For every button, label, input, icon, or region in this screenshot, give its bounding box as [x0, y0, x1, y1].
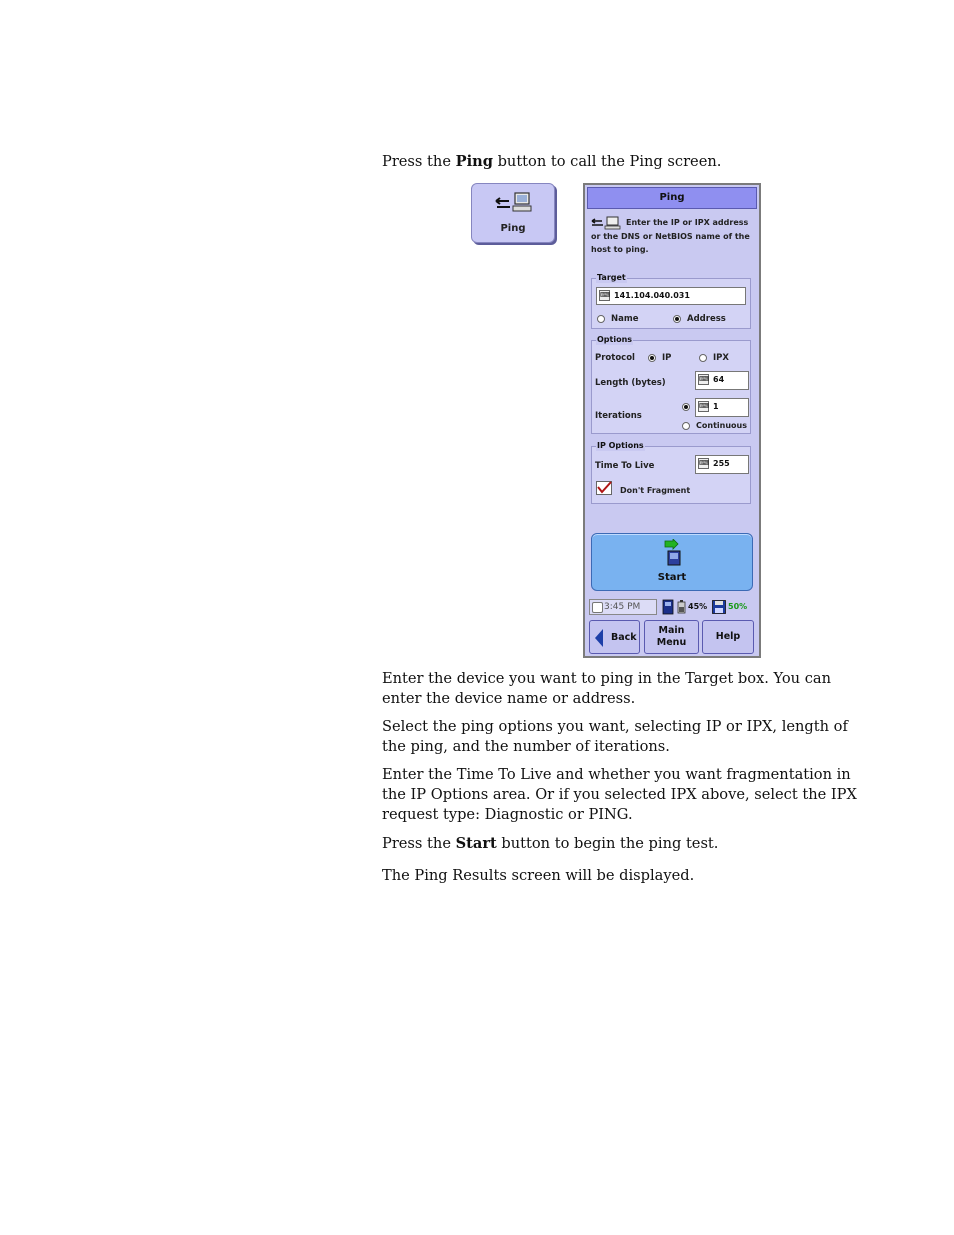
- address-label: Address: [687, 314, 726, 324]
- disk-percent: 50%: [728, 602, 748, 611]
- target-group: [591, 273, 751, 329]
- instruction-press-ping: [382, 152, 857, 172]
- help-button[interactable]: [702, 620, 754, 654]
- instruction-enter-target: Enter the device you want to ping in the Target box. You can enter the device name or address.: [382, 670, 831, 707]
- instruction-ip-options: Enter the Time To Live and whether you want fragmentation in the IP Options area. Or if you selected IPX above, select the IPX request type: Diagnostic or PING.: [382, 766, 857, 823]
- bold-start: Start: [455, 835, 497, 852]
- ping-icon: [493, 190, 535, 216]
- keyboard-icon: ⌨: [600, 291, 611, 299]
- keyboard-icon: ⌨: [699, 375, 710, 383]
- options-legend: Options: [597, 335, 633, 344]
- ttl-input[interactable]: [695, 455, 749, 474]
- protocol-label: Protocol: [595, 353, 635, 363]
- instruction-select-options: Select the ping options you want, selecting IP or IPX, length of the ping, and the number of iterations.: [382, 718, 848, 755]
- continuous-label: Continuous: [696, 421, 747, 430]
- checkmark-icon: [596, 481, 612, 495]
- iterations-input[interactable]: [695, 398, 749, 417]
- length-label: Length (bytes): [595, 378, 666, 388]
- address-radio[interactable]: [673, 315, 681, 323]
- clock: [589, 599, 657, 615]
- status-bar: [587, 598, 757, 618]
- start-button[interactable]: [591, 533, 753, 591]
- main-menu-button[interactable]: [644, 620, 699, 654]
- back-label: Back: [611, 632, 637, 643]
- dont-fragment-checkbox[interactable]: [596, 481, 612, 495]
- disk-icon: [712, 600, 726, 614]
- options-group: [591, 335, 751, 434]
- ping-icon: [591, 216, 623, 230]
- help-label: Help: [715, 631, 741, 642]
- ip-label: IP: [662, 353, 672, 363]
- main-menu-label-2: Menu: [656, 637, 687, 648]
- keyboard-icon: ⌨: [699, 402, 710, 410]
- ping-button[interactable]: [471, 183, 555, 243]
- ip-options-legend: IP Options: [597, 441, 644, 450]
- clock-icon: [592, 602, 603, 613]
- bold-ping: Ping: [455, 153, 493, 170]
- iterations-label: Iterations: [595, 411, 642, 421]
- back-arrow-icon: [594, 628, 604, 648]
- ip-radio[interactable]: [648, 354, 656, 362]
- continuous-radio[interactable]: [682, 422, 690, 430]
- target-input[interactable]: [596, 287, 746, 305]
- ping-button-label: Ping: [500, 223, 526, 234]
- back-button[interactable]: [589, 620, 640, 654]
- main-menu-label-1: Main: [658, 625, 685, 636]
- instruction-results: The Ping Results screen will be displayed.: [382, 867, 695, 884]
- name-radio[interactable]: [597, 315, 605, 323]
- target-legend: Target: [597, 273, 626, 282]
- ipx-label: IPX: [713, 353, 729, 363]
- text-segment: button to begin the ping test.: [496, 835, 719, 852]
- ipx-radio[interactable]: [699, 354, 707, 362]
- keyboard-icon: ⌨: [699, 459, 710, 467]
- ip-options-group: [591, 441, 751, 504]
- iterations-value: 1: [713, 402, 719, 411]
- dont-fragment-label: Don't Fragment: [620, 486, 691, 495]
- ping-screen: [583, 183, 761, 658]
- ttl-value: 255: [713, 459, 730, 468]
- text-segment: button to call the Ping screen.: [492, 153, 722, 170]
- intro-text: [591, 216, 751, 256]
- instruction-press-start: [382, 834, 857, 854]
- text-segment: Press the: [382, 835, 456, 852]
- intro-label: Enter the IP or IPX address or the DNS or NetBIOS name of the host to ping.: [591, 218, 750, 254]
- target-value: 141.104.040.031: [614, 291, 690, 300]
- screen-title: Ping: [587, 187, 757, 209]
- device-icon: [662, 599, 674, 615]
- start-label: Start: [657, 572, 687, 583]
- battery-percent: 45%: [688, 602, 708, 611]
- battery-icon: [677, 600, 686, 614]
- ttl-label: Time To Live: [595, 461, 655, 471]
- start-icon: [662, 539, 684, 567]
- iterations-count-radio[interactable]: [682, 403, 690, 411]
- text-segment: Press the: [382, 153, 456, 170]
- length-value: 64: [713, 375, 725, 384]
- name-label: Name: [611, 314, 639, 324]
- length-input[interactable]: [695, 371, 749, 390]
- time-text: 3:45 PM: [604, 602, 641, 612]
